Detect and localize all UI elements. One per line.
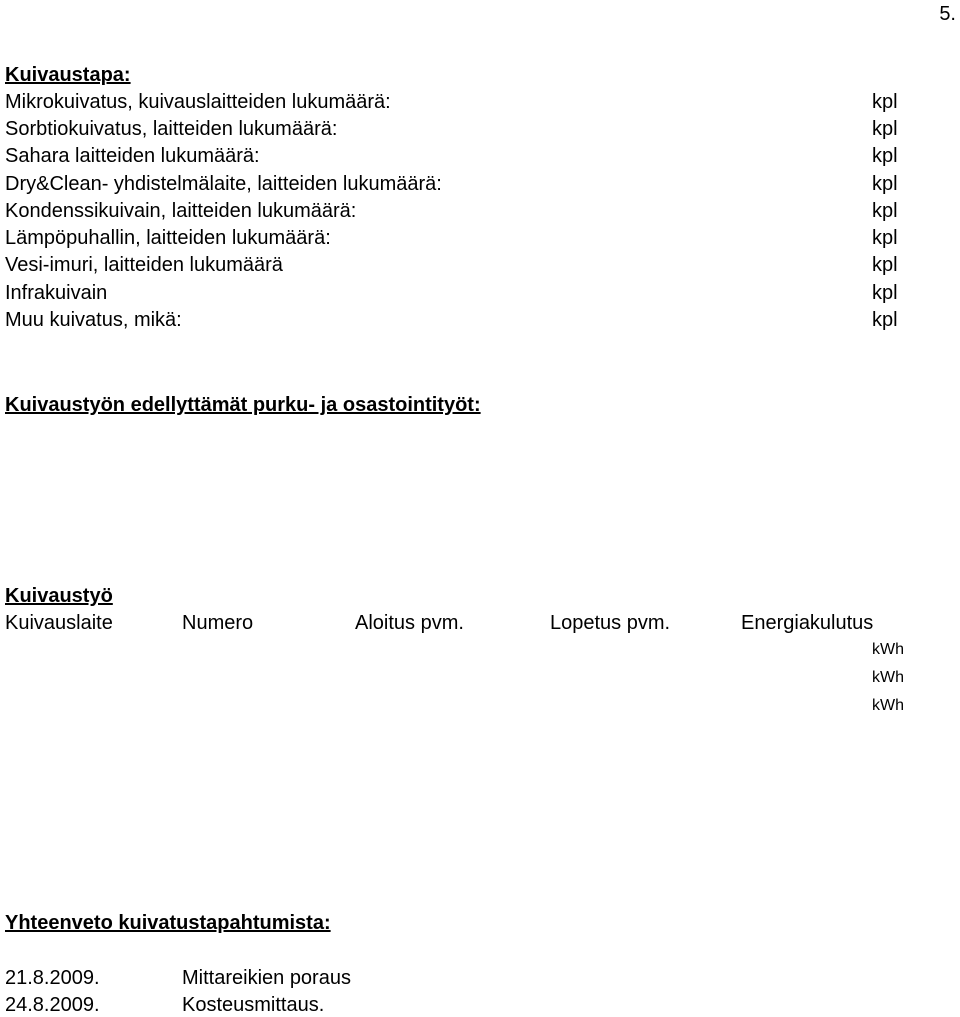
drying-methods-heading: Kuivaustapa:	[5, 64, 131, 86]
drying-method-unit: kpl	[872, 145, 898, 167]
drying-method-label: Kondenssikuivain, laitteiden lukumäärä:	[5, 200, 357, 222]
drying-method-unit: kpl	[872, 309, 898, 331]
drying-method-label: Dry&Clean- yhdistelmälaite, laitteiden lukumäärä:	[5, 173, 442, 195]
summary-date: 21.8.2009.	[5, 967, 100, 989]
summary-text: Kosteusmittaus.	[182, 994, 325, 1016]
drying-method-label: Lämpöpuhallin, laitteiden lukumäärä:	[5, 227, 331, 249]
summary-date: 24.8.2009.	[5, 994, 100, 1016]
drying-method-unit: kpl	[872, 254, 898, 276]
drying-method-label: Sahara laitteiden lukumäärä:	[5, 145, 260, 167]
energy-unit: kWh	[872, 641, 904, 658]
column-start-date: Aloitus pvm.	[355, 612, 464, 634]
drying-method-unit: kpl	[872, 282, 898, 304]
summary-text: Mittareikien poraus	[182, 967, 351, 989]
column-end-date: Lopetus pvm.	[550, 612, 671, 634]
drying-method-unit: kpl	[872, 173, 898, 195]
energy-unit: kWh	[872, 669, 904, 686]
drying-method-unit: kpl	[872, 227, 898, 249]
column-number: Numero	[182, 612, 254, 634]
column-energy: Energiakulutus	[741, 612, 874, 634]
drying-method-label: Sorbtiokuivatus, laitteiden lukumäärä:	[5, 118, 338, 140]
demolition-heading: Kuivaustyön edellyttämät purku- ja osastointityöt:	[5, 394, 481, 416]
column-device: Kuivauslaite	[5, 612, 113, 634]
summary-heading: Yhteenveto kuivatustapahtumista:	[5, 912, 331, 934]
drying-method-label: Mikrokuivatus, kuivauslaitteiden lukumäärä:	[5, 91, 391, 113]
drying-method-label: Muu kuivatus, mikä:	[5, 309, 182, 331]
drying-method-label: Infrakuivain	[5, 282, 108, 304]
energy-unit: kWh	[872, 697, 904, 714]
page-number: 5.	[939, 3, 956, 25]
drying-work-heading: Kuivaustyö	[5, 585, 113, 607]
drying-method-label: Vesi-imuri, laitteiden lukumäärä	[5, 254, 283, 276]
drying-method-unit: kpl	[872, 200, 898, 222]
drying-method-unit: kpl	[872, 91, 898, 113]
drying-method-unit: kpl	[872, 118, 898, 140]
